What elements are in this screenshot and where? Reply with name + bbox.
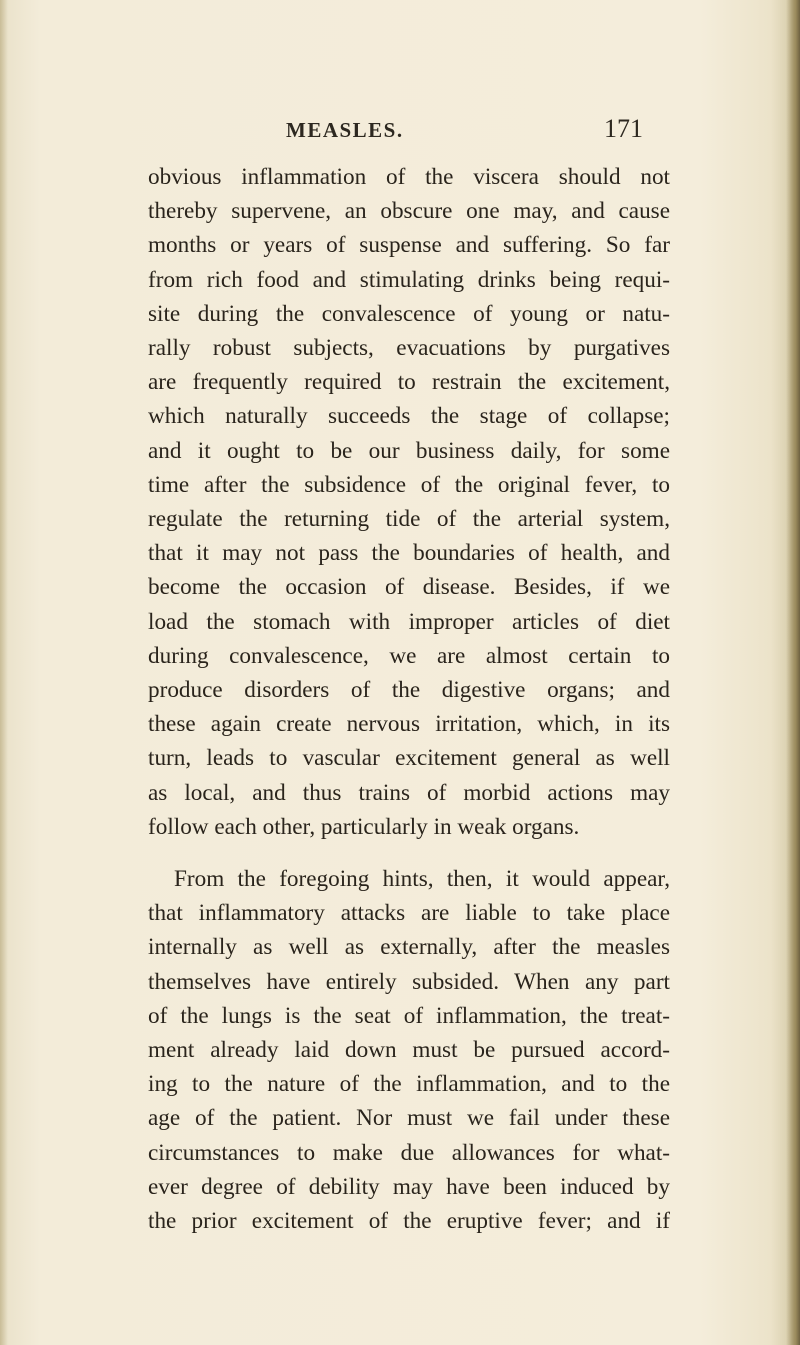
- paragraph-gap: [148, 844, 670, 862]
- text-line: From the foregoing hints, then, it would appear,: [174, 866, 670, 893]
- running-head: [0, 114, 800, 144]
- paragraph-1: [148, 160, 670, 844]
- text-line: ing to the nature of the inflammation, and to the: [148, 1071, 670, 1098]
- text-line: as local, and thus trains of morbid actions may: [148, 779, 670, 806]
- page-left-edge-shadow: [0, 0, 8, 1345]
- text-line: and it ought to be our business daily, for some: [148, 437, 670, 464]
- text-line: themselves have entirely subsided. When any part: [148, 968, 670, 995]
- body-text: [148, 160, 670, 1238]
- text-line: are frequently required to restrain the excitement,: [148, 369, 670, 396]
- text-line: months or years of suspense and suffering. So far: [148, 232, 670, 259]
- text-line: regulate the returning tide of the arterial system,: [148, 506, 670, 533]
- paragraph-2: [148, 862, 670, 1238]
- text-line: which naturally succeeds the stage of collapse;: [148, 403, 670, 430]
- text-line: circumstances to make due allowances for what-: [148, 1139, 670, 1166]
- text-line: rally robust subjects, evacuations by purgatives: [148, 335, 670, 362]
- text-line: load the stomach with improper articles of diet: [148, 608, 670, 635]
- text-line: internally as well as externally, after the measles: [148, 934, 670, 961]
- text-line: these again create nervous irritation, which, in its: [148, 711, 670, 738]
- text-line: the prior excitement of the eruptive fever; and if: [148, 1208, 670, 1235]
- text-line: age of the patient. Nor must we fail under these: [148, 1105, 670, 1132]
- text-line: that it may not pass the boundaries of health, and: [148, 540, 670, 567]
- page-right-edge-binding: [786, 0, 800, 1345]
- text-line: follow each other, particularly in weak organs.: [148, 813, 580, 840]
- text-line: from rich food and stimulating drinks being requi-: [148, 266, 670, 293]
- text-line: turn, leads to vascular excitement general as well: [148, 745, 670, 772]
- text-line: time after the subsidence of the original fever, to: [148, 471, 670, 498]
- text-line: thereby supervene, an obscure one may, and cause: [148, 198, 670, 225]
- text-line: obvious inflammation of the viscera should not: [148, 164, 670, 190]
- text-line: ment already laid down must be pursued accord-: [148, 1037, 670, 1064]
- page-number: 171: [604, 114, 643, 143]
- text-line: ever degree of debility may have been induced by: [148, 1173, 670, 1200]
- text-line: of the lungs is the seat of inflammation, the treat-: [148, 1002, 670, 1029]
- text-line: become the occasion of disease. Besides, if we: [148, 574, 670, 601]
- text-line: produce disorders of the digestive organs; and: [148, 677, 670, 704]
- running-title: MEASLES.: [286, 118, 404, 142]
- text-line: during convalescence, we are almost certain to: [148, 642, 670, 669]
- text-line: site during the convalescence of young or natu-: [148, 300, 670, 327]
- text-line: that inflammatory attacks are liable to take place: [148, 900, 670, 927]
